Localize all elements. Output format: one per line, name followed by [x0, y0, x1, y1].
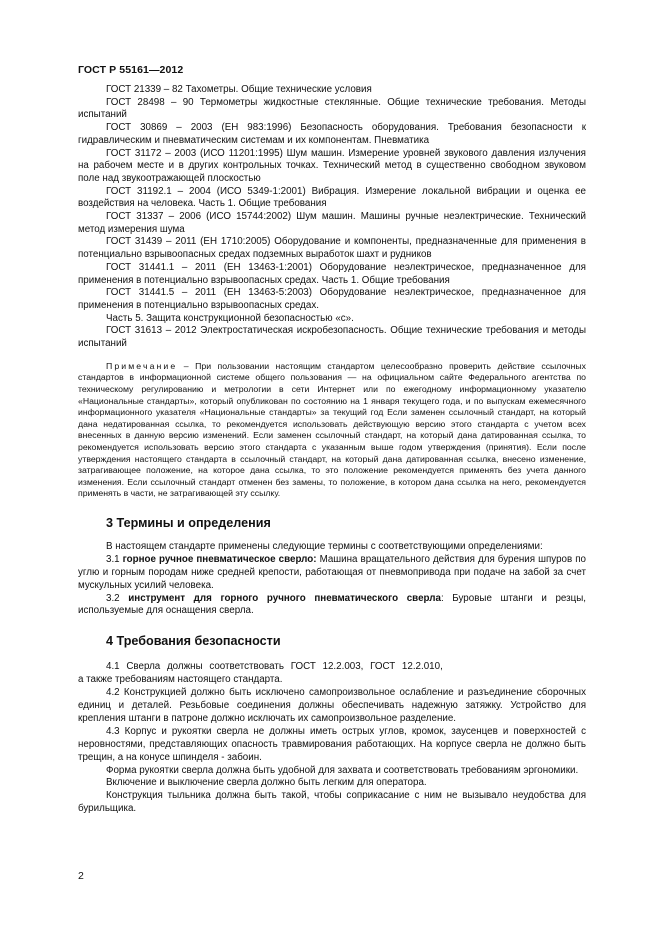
section-safety-requirements [78, 634, 586, 816]
requirement-paragraph: 4.3 Корпус и рукоятки сверла не должны иметь острых углов, кромок, заусенцев и поверхностей с неровностями, представляющих опасность травмирования работающих. На корпусе сверла не должно быть трещин, а на конусе шпинделя - забоин. [78, 725, 586, 763]
requirement-paragraph: а также требованиям настоящего стандарта. [78, 674, 283, 686]
reference-item: ГОСТ 30869 – 2003 (ЕН 983:1996) Безопасность оборудования. Требования безопасности к гидравлическим и пневматическим системам и их компонентам. Пневматика [78, 122, 586, 146]
term-name: горное ручное пневматическое сверло: [122, 553, 317, 565]
section-3-intro: В настоящем стандарте применены следующие термины с соответствующими определениями: [106, 540, 543, 552]
reference-item: ГОСТ 31439 – 2011 (ЕН 1710:2005) Оборудование и компоненты, предназначенные для применения в потенциально взрывоопасных средах подземных выработок шахт и рудников [78, 236, 586, 261]
term-definition: : Буровые штанги и резцы, используемые для оснащения сверла. [78, 592, 586, 617]
reference-item: ГОСТ 31192.1 – 2004 (ИСО 5349-1:2001) Вибрация. Измерение локальной вибрации и оценка ее воздействия на человека. Часть 1. Общие требования [78, 185, 586, 210]
reference-item: ГОСТ 28498 – 90 Термометры жидкостные стеклянные. Общие технические требования. Методы испытаний [78, 96, 586, 121]
reference-item: ГОСТ 31441.5 – 2011 (ЕН 13463-5:2003) Оборудование неэлектрическое, предназначенное для применения в потенциально взрывоопасных средах. [78, 287, 586, 311]
note-label: Примечание [106, 360, 178, 371]
reference-item: ГОСТ 31172 – 2003 (ИСО 11201:1995) Шум машин. Измерение уровней звукового давления излучения на рабочем месте и в других контрольных точках. Технический метод в существенно свободном звуковом поле над звукоотражающей плоскостью [78, 147, 586, 184]
reference-item: ГОСТ 31441.1 – 2011 (ЕН 13463-1:2001) Оборудование неэлектрическое, предназначенное для применения в потенциально взрывоопасных средах. Часть 1. Общие требования [78, 261, 586, 286]
note-paragraph [78, 361, 586, 500]
term-3-1 [78, 554, 586, 593]
page-number: 2 [78, 870, 84, 882]
section-3-title: 3 Термины и определения [106, 515, 271, 530]
term-definition: Машина вращательного действия для бурения шпуров по углю и горным породам ниже средней крепости, работающая от пневмопривода при подаче на забой за счет мускульных усилий человека. [78, 553, 586, 591]
page-content [78, 82, 586, 816]
term-number: 3.1 [106, 553, 123, 565]
reference-item: ГОСТ 21339 – 82 Тахометры. Общие технические условия [106, 84, 372, 95]
reference-note [78, 361, 586, 500]
normative-references-list [78, 84, 586, 351]
term-name: инструмент для горного ручного пневматического сверла [128, 592, 441, 604]
requirement-paragraph: Конструкция тыльника должна быть такой, чтобы соприкасание с ним не вызывало неудобства для бурильщика. [78, 790, 586, 815]
term-3-2 [78, 593, 586, 619]
requirement-paragraph: 4.2 Конструкцией должно быть исключено самопроизвольное ослабление и разъединение сборочных единиц и деталей. Резьбовые соединения должны обеспечивать надежную затяжку. Устройство для крепления штанги в патроне должно исключать их самопроизвольное разделение. [78, 687, 586, 724]
reference-item: ГОСТ 31337 – 2006 (ИСО 15744:2002) Шум машин. Машины ручные неэлектрические. Технический метод измерения шума [78, 211, 586, 235]
requirement-paragraph: Включение и выключение сверла должно быть легким для оператора. [106, 777, 427, 789]
section-terms [78, 516, 586, 618]
note-text: – При пользовании настоящим стандартом целесообразно проверить действие ссылочных стандартов в информационной системе общего пользования — на официальном сайте Федерального агентства по техническому регулированию и метрологии в сети Интернет или по ежегодному информационному указателю «Национальные стандарты», который опубликован по состоянию на 1 января текущего года, и по выпускам ежемесячного информационного указателя «Национальные стандарты» за текущий год Если заменен ссылочный стандарт, на который дана недатированная ссылка, то рекомендуется использовать действующую версию этого стандарта с учетом всех внесенных в данную версию изменений. Если заменен ссылочный стандарт, на который дана датированная ссылка, то рекомендуется использовать версию этого стандарта с указанным выше годом утверждения (принятия). Если после утверждения настоящего стандарта в ссылочный стандарт, на который дана датированная ссылка, внесено изменение, затрагивающее положение, на которое дана ссылка, то это положение рекомендуется применять без учета данного изменения. Если ссылочный стандарт отменен без замены, то положение, в котором дана ссылка на него, рекомендуется применять в части, не затрагивающей эту ссылку. [78, 360, 586, 499]
requirement-paragraph: Форма рукоятки сверла должна быть удобной для захвата и соответствовать требованиям эргономики. [106, 764, 579, 776]
reference-item: ГОСТ 31613 – 2012 Электростатическая искробезопасность. Общие технические требования и методы испытаний [78, 325, 586, 350]
section-4-title: 4 Требования безопасности [106, 634, 281, 649]
term-number: 3.2 [106, 592, 129, 604]
reference-item: Часть 5. Защита конструкционной безопасностью «с». [106, 312, 354, 324]
document-header: ГОСТ Р 55161—2012 [78, 64, 184, 76]
requirement-paragraph: 4.1 Сверла должны соответствовать ГОСТ 12.2.003, ГОСТ 12.2.010, [106, 661, 443, 673]
